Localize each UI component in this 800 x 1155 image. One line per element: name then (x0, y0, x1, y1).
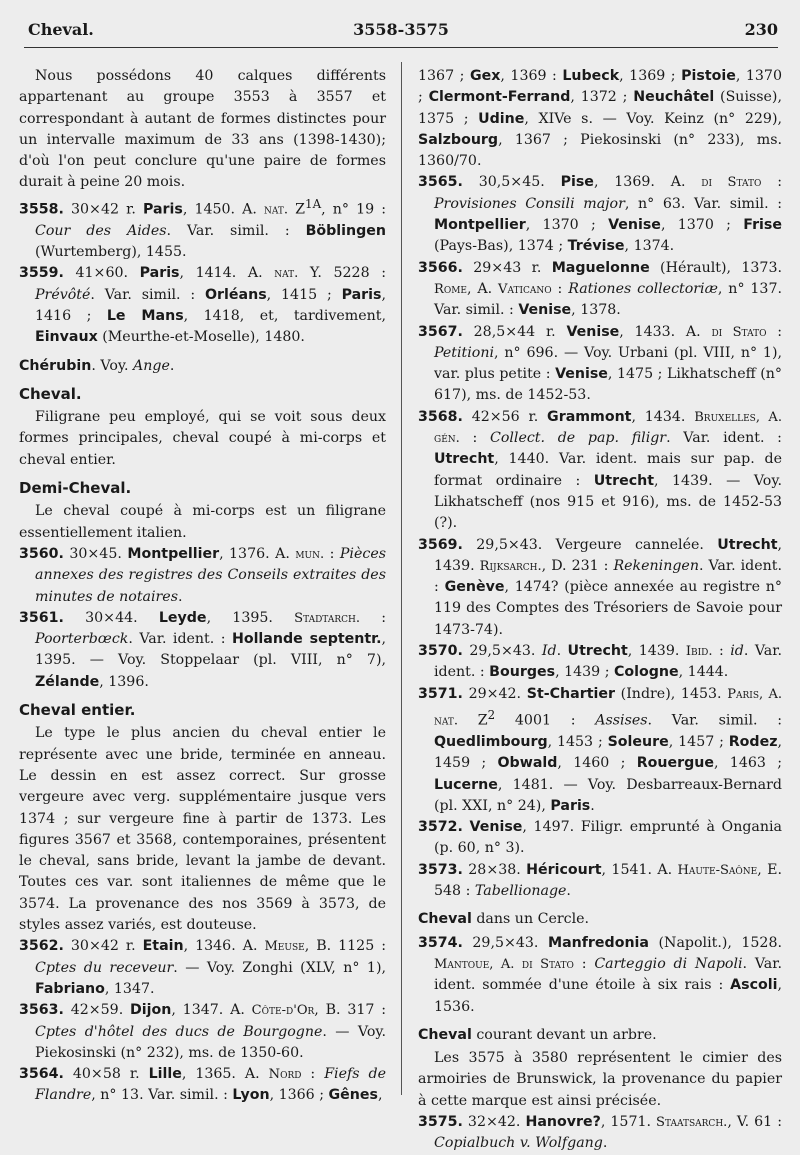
entry-number: 3559. (19, 265, 64, 282)
place-name: Chérubin (19, 357, 92, 374)
place-name: Utrecht (567, 643, 628, 660)
entry-text: , 1459 ; (434, 733, 782, 772)
place-name: Montpellier (127, 545, 220, 562)
entry-text: , 1365. A. (181, 1066, 269, 1083)
entry-text: . — Voy. Piekosinski (n° 232), ms. de 1350-60. (35, 1023, 386, 1061)
entry-text: : (459, 430, 490, 447)
place-name: Pise (560, 174, 594, 191)
entry-text: 41×60. (75, 265, 140, 282)
place-name: Utrecht (434, 451, 495, 468)
entry-text: . (169, 357, 175, 374)
entry-text: . Var. ident. : (434, 557, 782, 596)
entry-text: , 1475 ; Likhatscheff (n° 617), ms. de 1452-53. (434, 366, 782, 404)
page-header (24, 20, 778, 50)
place-name: Paris (142, 201, 183, 218)
archive-abbrev: Rome (434, 281, 467, 297)
entry-number: 3569. (418, 536, 463, 553)
place-name: Paris (550, 797, 591, 814)
place-name: Lyon (232, 1087, 270, 1104)
archive-abbrev: Mantoue, A. di Stato (434, 956, 574, 972)
entry-text: , 1396. (99, 673, 149, 690)
entry-text: 4001 : (495, 712, 596, 729)
page-number: 230 (744, 20, 778, 39)
entry-number: 3572. (418, 819, 463, 836)
source-title: Rekeningen (613, 557, 699, 574)
entry-text: : (573, 955, 595, 972)
column-divider (401, 62, 402, 1095)
place-name: Orléans (205, 286, 267, 303)
entry-text: , 1369 : (500, 68, 563, 84)
source-title: Provisiones Consili major (434, 195, 625, 212)
entry-text: , 1369. A. (593, 174, 702, 191)
place-name: Venise (469, 819, 523, 836)
archive-abbrev: Staatsarch. (656, 1114, 728, 1130)
source-title: Prévôté (35, 286, 91, 303)
entry-text: , 1346. A. (183, 938, 265, 955)
place-name: Pistoie (681, 68, 736, 84)
entry-number: 3566. (418, 259, 463, 276)
place-name: Manfredonia (547, 934, 649, 951)
entry-text: : (301, 1066, 325, 1083)
entry-text: 42×56 r. (471, 408, 548, 425)
place-name: Cheval (418, 911, 472, 928)
place-name: Paris (341, 286, 382, 303)
catalog-entry (418, 860, 782, 903)
place-name: Venise (518, 302, 572, 319)
left-column (19, 66, 386, 1107)
entry-text: : (359, 609, 386, 626)
entry-text: , 1347. (104, 980, 155, 997)
entry-text: Y. 5228 : (298, 265, 386, 282)
place-name: Venise (566, 323, 620, 340)
catalog-entry (19, 936, 386, 1000)
paragraph: Filigrane peu employé, qui se voit sous deux formes principales, cheval coupé à mi-corps et cheval entier. (19, 409, 386, 468)
place-name: Bourges (489, 664, 556, 681)
entry-text: , 1497. Filigr. emprunté à Ongania (p. 60, n° 3). (434, 819, 783, 857)
source-title: Poorterbœck (35, 631, 129, 648)
entry-text: courant devant un arbre. (471, 1026, 657, 1043)
entry-text: , n° 696. — Voy. Urbani (pl. VIII, n° 1), var. plus petite : (434, 344, 782, 383)
entry-text: , 1440. Var. ident. mais sur pap. de format ordinaire : (434, 451, 782, 489)
source-title: Ange (133, 357, 170, 374)
entry-text: , 1571. (600, 1113, 657, 1130)
place-name: Utrecht (593, 472, 654, 489)
catalog-entry (418, 322, 782, 407)
entry-number: 3565. (418, 174, 463, 191)
entry-number: 3575. (418, 1113, 463, 1130)
entry-text: , 1463 ; (714, 755, 782, 772)
entry-text: 30×42 r. (70, 938, 143, 955)
entry-text: , n° 63. Var. simil. : (624, 195, 782, 212)
entry-number: 3571. (418, 685, 463, 702)
entry-number: 3560. (19, 545, 64, 562)
entry-text: , 1395. (206, 609, 295, 626)
entry-text: , V. 61 : (727, 1113, 783, 1130)
entry-text: : (551, 280, 569, 297)
catalog-entry (418, 258, 782, 322)
place-name: Utrecht (717, 536, 778, 553)
entry-text: , 1418, et, tardivement, (183, 308, 386, 324)
entry-text: , 1541. A. (601, 861, 678, 878)
entry-number: 3567. (418, 323, 463, 340)
entry-text: Z (458, 712, 488, 729)
entry-text: 28,5×44 r. (473, 323, 567, 340)
catalog-entry (19, 1064, 386, 1107)
catalog-entry (418, 641, 782, 684)
superscript: 2 (487, 707, 496, 722)
entry-text: , 1536. (434, 977, 782, 1015)
place-name: Udine (478, 110, 525, 127)
archive-abbrev: Paris, A. nat. (434, 686, 783, 729)
place-name: Gênes (328, 1087, 378, 1104)
source-title: Tabellionage (474, 883, 567, 900)
entry-text: , B. 1125 : (304, 938, 386, 955)
entry-text: . Var. simil. : (647, 712, 782, 729)
entry-text: 30,5×45. (478, 174, 561, 191)
section-heading: Demi-Cheval. (19, 479, 132, 498)
place-name: Le Mans (106, 308, 184, 324)
entry-text: : (766, 323, 782, 340)
catalog-entry (19, 263, 386, 348)
place-name: Neuchâtel (633, 89, 715, 106)
entry-number: 3574. (418, 934, 463, 951)
archive-abbrev: Meuse (264, 939, 305, 955)
entry-text: . (556, 643, 568, 660)
entry-text: . Voy. (91, 357, 134, 374)
place-name: Grammont (547, 408, 632, 425)
archive-abbrev: Stadtarch. (294, 610, 360, 626)
entry-text: Z (288, 201, 306, 218)
entry-text: , 1374. (624, 238, 675, 255)
entry-text: , 1395. — Voy. Stoppelaar (pl. VIII, n° 7), (35, 631, 387, 669)
section-heading (418, 909, 782, 930)
catalog-entry (19, 608, 386, 693)
place-name: Etain (142, 938, 184, 955)
entry-text: 42×59. (70, 1002, 131, 1019)
entry-text: , 1433. A. (619, 323, 712, 340)
header-rule (24, 47, 778, 48)
place-name: Fabriano (35, 980, 105, 997)
entry-text: (Indre), 1453. (615, 685, 728, 702)
place-name: Einvaux (35, 329, 98, 346)
entry-text: . (177, 588, 183, 605)
source-title: Assises (595, 712, 648, 729)
entry-number: 3568. (418, 408, 463, 425)
entry-number: 3564. (19, 1066, 64, 1083)
archive-abbrev: Rijksarch. (479, 558, 542, 574)
place-name: Venise (555, 366, 608, 383)
entry-text: , D. 231 : (541, 557, 614, 574)
place-name: Ascoli (730, 977, 778, 994)
archive-abbrev: mun. (295, 546, 325, 562)
entry-text: 30×42 r. (71, 201, 143, 218)
source-title: Id (541, 643, 557, 660)
archive-abbrev: Ibid. (685, 644, 713, 660)
entry-text: , E. 548 : (434, 861, 782, 900)
place-name: Obwald (497, 755, 558, 772)
catalog-entry (418, 172, 782, 257)
entry-text: 1367 ; (418, 68, 470, 84)
entry-text: 32×42. (467, 1113, 526, 1130)
catalog-entry (19, 194, 386, 264)
entry-text: 29,5×43. (469, 643, 542, 660)
entry-number: 3563. (19, 1002, 64, 1019)
source-title: Fiefs de Flandre (35, 1066, 386, 1104)
place-name: Quedlimbourg (434, 733, 548, 750)
source-title: Carteggio di Napoli (594, 955, 743, 972)
entry-text: : (324, 545, 340, 562)
archive-abbrev: nat. (264, 202, 289, 218)
entry-text: , 1460 ; (557, 755, 637, 772)
entry-text: . (590, 797, 595, 814)
entry-text: . Var. simil. : (166, 222, 306, 239)
place-name: St-Chartier (526, 685, 615, 702)
entry-text: , 1481. — Voy. Desbarreaux-Bernard (pl. XXI, n° 24), (434, 776, 782, 814)
entry-text: , n° 137. Var. simil. : (434, 280, 782, 319)
entry-text: , 1376. A. (219, 545, 296, 562)
paragraph: Le type le plus ancien du cheval entier le représente avec une bride, terminée en anneau. Le dessin en est assez correct. Sur grosse vergeure avec verg. supplémentaire jusque vers 1374 ; sur vergeure fine à partir de 1373. Les figures 3567 et 3568, contemporaines, présentent le cheval, sans bride, levant la jambe de devant. Toutes ces var. sont italiennes de même que le 3574. La provenance des nos 3569 à 3573, de styles assez variés, est douteuse. (19, 725, 386, 934)
place-name: Hollande septentr. (231, 631, 382, 648)
entry-text: , 1366 ; (269, 1087, 329, 1104)
entry-text: : (712, 643, 731, 660)
source-title: Cour des Aides (35, 222, 167, 239)
entry-text: , 1372 ; (570, 89, 634, 106)
running-title: Cheval. (28, 20, 94, 39)
source-title: Copialbuch v. Wolfgang (434, 1135, 603, 1152)
entry-text: 28×38. (468, 861, 527, 878)
catalog-entry (418, 1112, 782, 1155)
place-name: Venise (608, 217, 661, 234)
source-title: Cptes du receveur (35, 959, 174, 976)
entry-text: , 1370 ; (660, 217, 744, 234)
entry-number: 3558. (19, 201, 64, 218)
section-heading (19, 356, 386, 377)
right-column (418, 66, 782, 1155)
entry-text: 29,5×43. (472, 934, 548, 951)
place-name: Maguelonne (551, 259, 650, 276)
entry-text: , 1347. A. (171, 1002, 252, 1019)
entry-text: , 1370 ; (418, 68, 782, 106)
entry-text: 30×44. (85, 609, 159, 626)
entry-text: . Var. ident. sommée d'une étoile à six rais : (434, 955, 782, 994)
entry-text: 40×58 r. (72, 1066, 149, 1083)
archive-abbrev: Nord (268, 1067, 302, 1083)
entry-text: . — Voy. Zonghi (XLV, n° 1), (173, 959, 387, 976)
entry-text: , 1367 ; Piekosinski (n° 233), ms. 1360/70. (418, 131, 782, 170)
entry-text: , B. 317 : (314, 1002, 387, 1019)
entry-text: , n° 13. Var. simil. : (91, 1087, 233, 1104)
catalog-entry (418, 407, 782, 535)
source-title: Rationes collectoriæ (568, 280, 718, 297)
place-name: Hanovre? (525, 1113, 601, 1130)
entry-number: 3570. (418, 643, 463, 660)
source-title: Collect. de pap. filigr (489, 430, 667, 447)
archive-abbrev: nat. (274, 266, 299, 282)
place-name: Dijon (130, 1002, 172, 1019)
place-name: Héricourt (526, 861, 602, 878)
section-heading: Cheval. (19, 384, 82, 403)
entry-number: 3573. (418, 861, 463, 878)
entry-text: . Var. simil. : (90, 286, 205, 303)
entry-text: 30×45. (69, 545, 128, 562)
entry-text: (Meurthe-et-Moselle), 1480. (97, 329, 305, 346)
entry-text: 29×43 r. (473, 259, 552, 276)
entry-text: , 1415 ; (266, 286, 342, 303)
entry-text: (Wurtemberg), 1455. (35, 244, 187, 261)
catalog-entry (418, 684, 782, 818)
place-name: Montpellier (434, 217, 526, 234)
entry-text: . Var. ident. : (434, 643, 782, 681)
entry-text: , 1439 ; (555, 664, 614, 681)
source-title: Petitioni (434, 344, 494, 361)
entry-text: 29×42. (468, 685, 527, 702)
place-name: Cheval (418, 1026, 472, 1043)
entry-text: , 1453 ; (547, 733, 608, 750)
place-name: Leyde (158, 609, 207, 626)
place-name: Böblingen (305, 222, 386, 239)
entry-text: , XIVe s. — Voy. Keinz (n° 229), (524, 110, 782, 127)
catalog-entry (19, 1000, 386, 1064)
entry-text: , n° 19 : (321, 201, 387, 218)
paragraph: Le cheval coupé à mi-corps est un filigrane essentiellement italien. (19, 503, 386, 541)
source-title: Pièces annexes des registres des Conseils extraites des minutes de notaires (35, 545, 386, 605)
place-name: Frise (743, 217, 782, 234)
superscript: 1A (305, 196, 322, 211)
archive-abbrev: di Stato (701, 175, 762, 191)
entry-text: , 1414. A. (179, 265, 275, 282)
place-name: Soleure (607, 733, 669, 750)
entry-text: , 1450. A. (182, 201, 265, 218)
entry-text: : (761, 174, 782, 191)
archive-abbrev: Vaticano (498, 281, 552, 297)
catalog-entry (418, 933, 782, 1018)
archive-abbrev: Côte-d'Or (251, 1003, 315, 1019)
place-name: Trévise (567, 238, 625, 255)
place-name: Zélande (35, 673, 100, 690)
archive-abbrev: di Stato (711, 324, 767, 340)
entry-text: , 1369 ; (619, 68, 682, 84)
place-name: Paris (139, 265, 180, 282)
archive-abbrev: Haute-Saône (677, 862, 758, 878)
place-name: Lucerne (434, 776, 498, 793)
entry-number: 3562. (19, 938, 64, 955)
entry-text: dans un Cercle. (471, 911, 590, 928)
place-name: Lille (148, 1066, 182, 1083)
place-name: Gex (469, 68, 501, 84)
entry-text: , 1370 ; (525, 217, 609, 234)
entry-text: , 1416 ; (35, 286, 386, 324)
entry-text: (Pays-Bas), 1374 ; (434, 238, 568, 255)
entry-number: 3561. (19, 609, 64, 626)
entry-continuation (418, 66, 782, 172)
archive-abbrev: Bruxelles, A. gén. (434, 409, 782, 447)
section-heading (418, 1025, 782, 1046)
entry-text: , 1474? (pièce annexée au registre n° 119 des Comptes des Trésoriers de Savoie pour 1473-74). (434, 579, 782, 638)
entry-text: , A. (467, 280, 499, 297)
entry-text: (Suisse), 1375 ; (418, 89, 782, 127)
entry-text: . (602, 1135, 608, 1152)
entry-text: , 1439. (627, 643, 686, 660)
entry-text: (Napolit.), 1528. (649, 934, 782, 951)
place-name: Salzbourg (418, 131, 499, 148)
entry-text: , 1439. (434, 536, 782, 574)
paragraph: Nous possédons 40 calques différents appartenant au groupe 3553 à 3557 et correspondant à autant de formes distinctes pour un intervalle maximum de 33 ans (1398-1430); d'où l'on peut conclure qu'une paire de formes durait à peine 20 mois. (19, 68, 386, 191)
source-title: Cptes d'hôtel des ducs de Bourgogne (35, 1023, 323, 1040)
catalog-entry (418, 535, 782, 641)
entry-text: . Var. ident. : (128, 631, 232, 648)
entry-text: . Var. ident. : (666, 430, 782, 447)
entry-text: (Hérault), 1373. (649, 259, 782, 276)
place-name: Lubeck (562, 68, 620, 84)
place-name: Genève (444, 579, 505, 596)
catalog-entry (19, 544, 386, 608)
place-name: Cologne (614, 664, 679, 681)
place-name: Rodez (728, 733, 778, 750)
entry-range: 3558-3575 (353, 20, 449, 39)
entry-text: , 1457 ; (668, 733, 729, 750)
paragraph: Les 3575 à 3580 représentent le cimier des armoiries de Brunswick, la provenance du papier à cette marque est ainsi précisée. (418, 1050, 782, 1109)
section-heading: Cheval entier. (19, 701, 136, 720)
place-name: Clermont-Ferrand (428, 89, 571, 106)
entry-text: 29,5×43. Vergeure cannelée. (476, 536, 718, 553)
catalog-entry (418, 817, 782, 860)
entry-text: . (566, 883, 571, 900)
source-title: id (730, 643, 744, 660)
entry-text: , 1378. (571, 302, 621, 319)
entry-text: , 1434. (631, 408, 695, 425)
entry-text: , 1439. — Voy. Likhatscheff (nos 915 et 916), ms. de 1452-53 (?). (434, 472, 782, 532)
entry-text: , 1444. (678, 664, 729, 681)
place-name: Rouergue (636, 755, 714, 772)
entry-text: , (377, 1087, 383, 1104)
